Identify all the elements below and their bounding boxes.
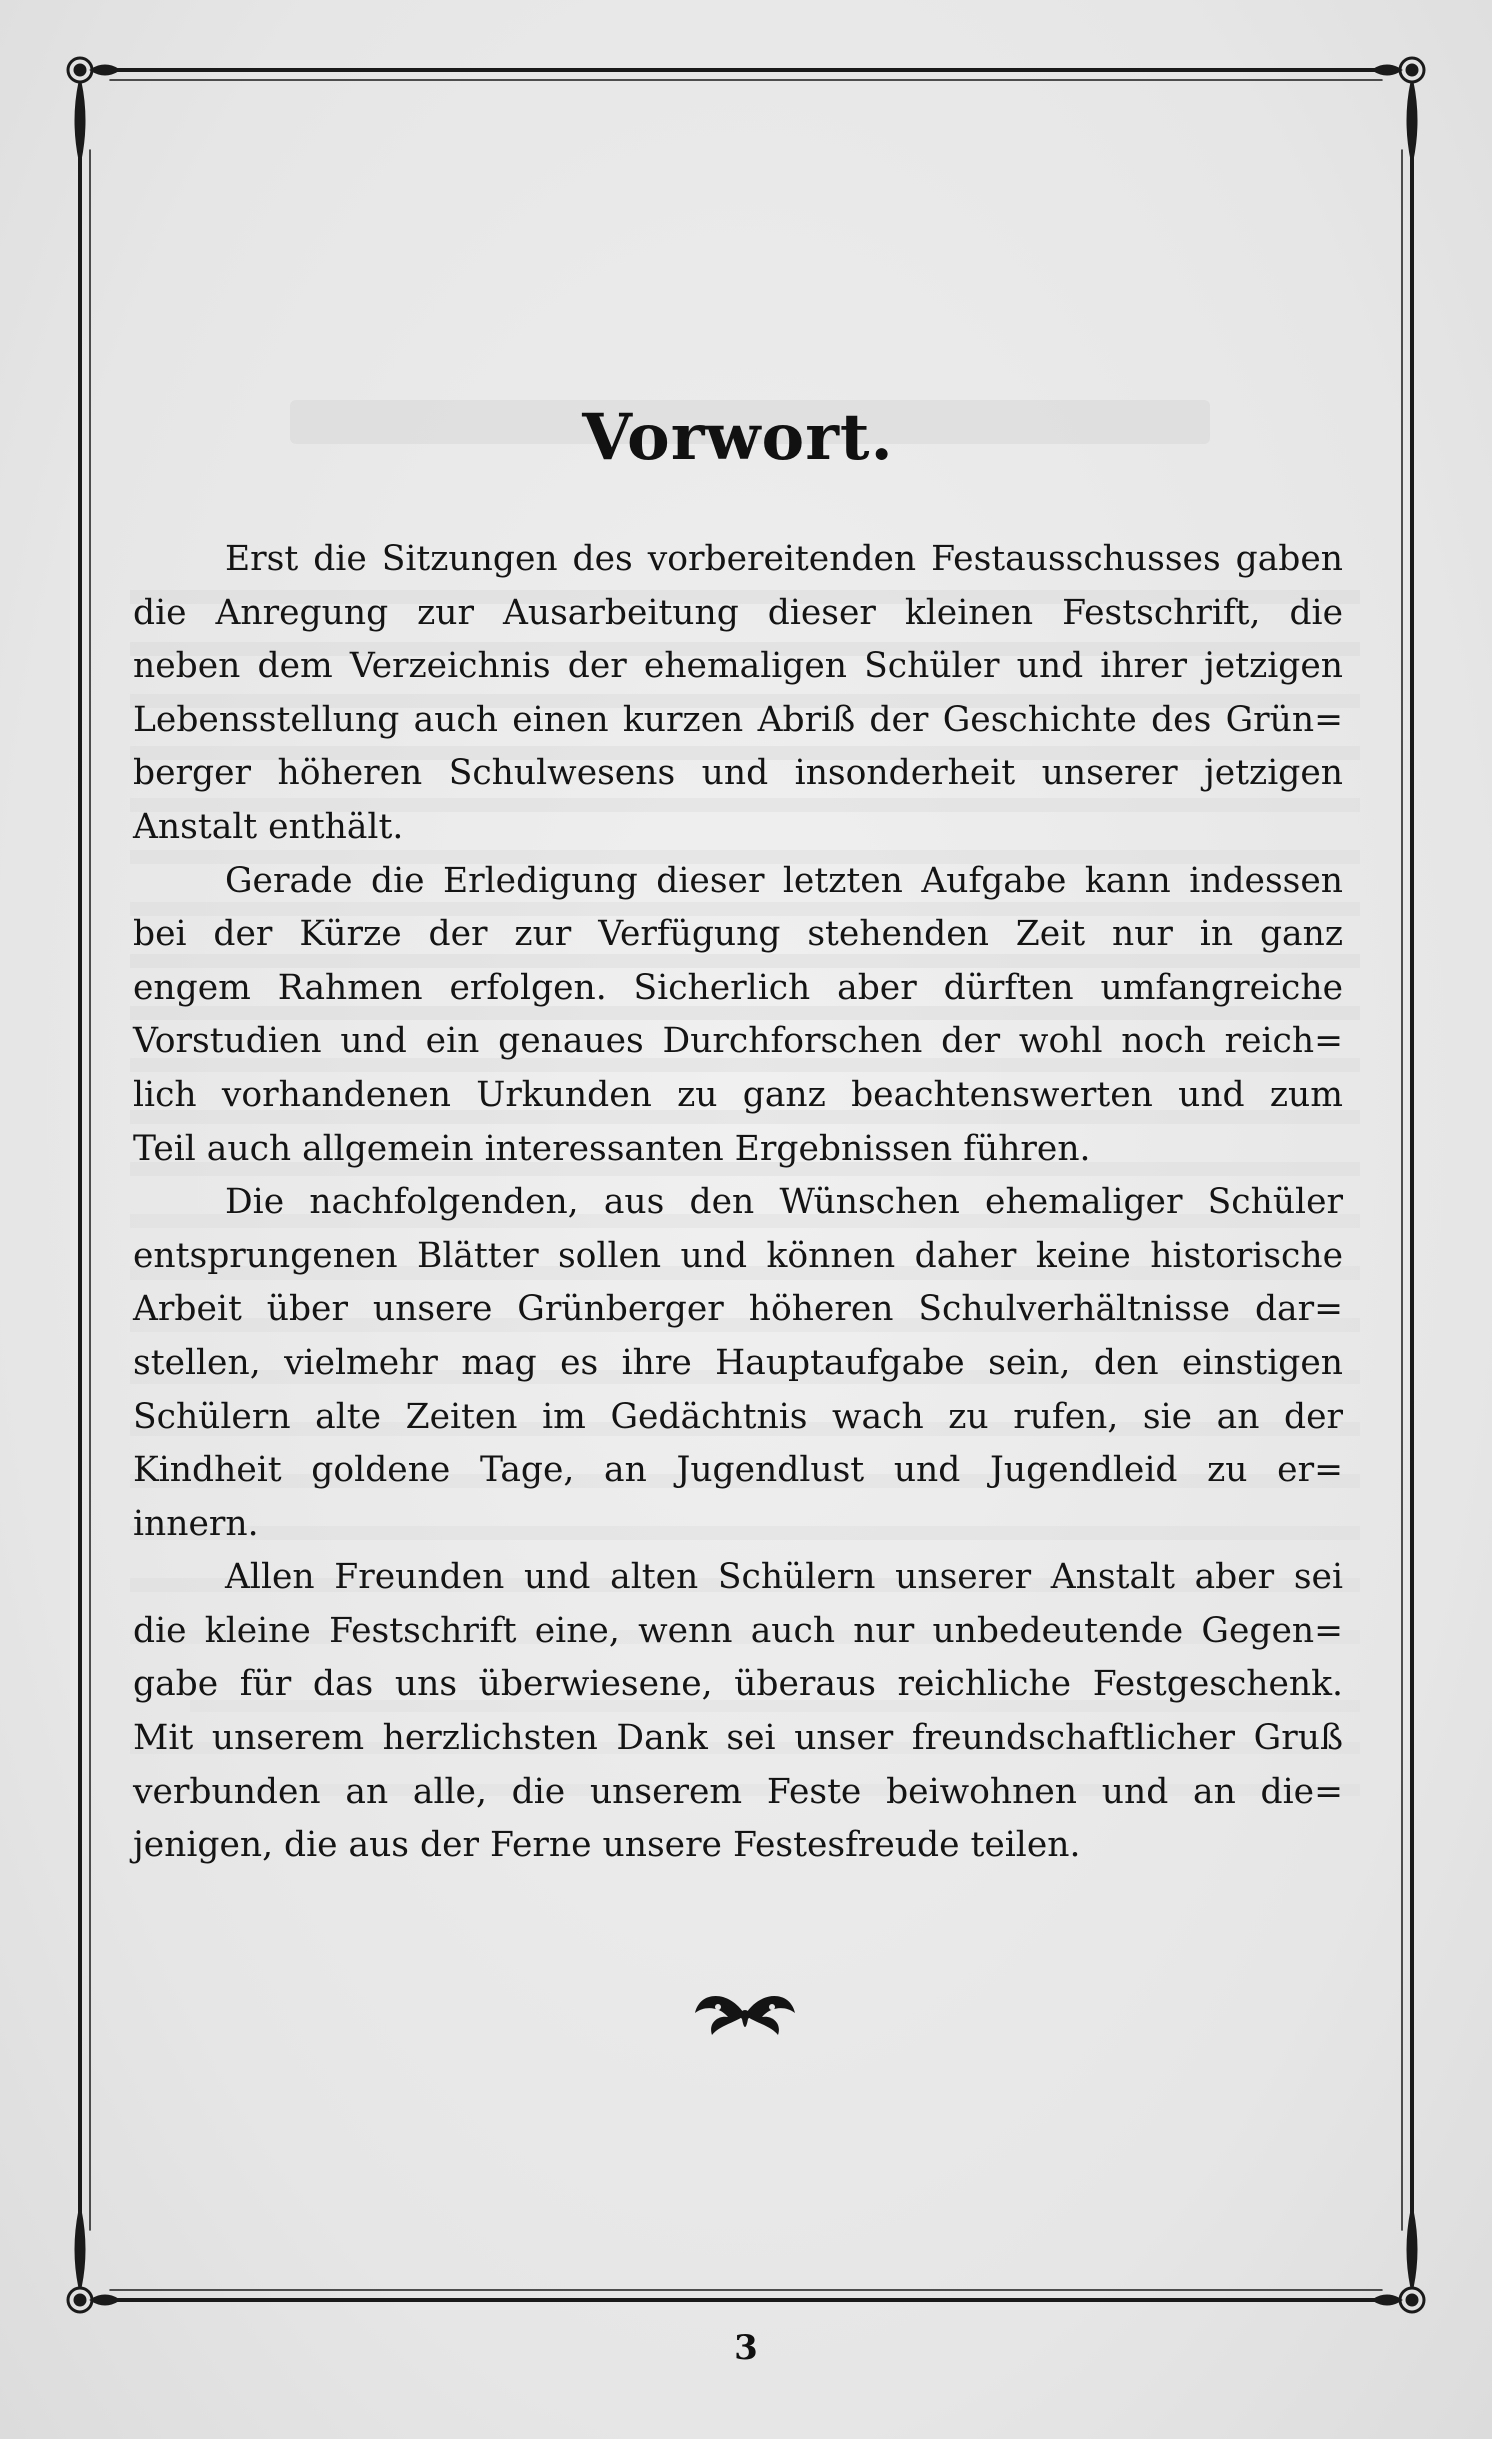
text-line: neben dem Verzeichnis der ehemaligen Schüler und ihrer jetzigen: [133, 646, 1343, 687]
text-line: Kindheit goldene Tage, an Jugendlust und Jugendleid zu er=: [133, 1450, 1343, 1491]
text-line: Mit unserem herzlichsten Dank sei unser freundschaftlicher Gruß: [133, 1718, 1343, 1759]
corner-flourish-icon: [1374, 2210, 1424, 2312]
text-line: stellen, vielmehr mag es ihre Hauptaufgabe sein, den einstigen: [133, 1342, 1343, 1383]
text-block: [133, 400, 1343, 1873]
page-number: 3: [734, 2328, 758, 2368]
text-line: Allen Freunden und alten Schülern unserer Anstalt aber sei: [225, 1557, 1343, 1598]
text-line: lich vorhandenen Urkunden zu ganz beachtenswerten und zum: [133, 1074, 1343, 1115]
text-line: Lebensstellung auch einen kurzen Abriß der Geschichte des Grün=: [133, 699, 1343, 740]
paragraph-3: [133, 1176, 1343, 1551]
text-line: Gerade die Erledigung dieser letzten Aufgabe kann indessen: [225, 860, 1343, 901]
paragraph-2: [133, 855, 1343, 1177]
text-line: die kleine Festschrift eine, wenn auch nur unbedeutende Gegen=: [133, 1610, 1343, 1651]
corner-flourish-icon: [68, 58, 118, 160]
text-line: Anstalt enthält.: [133, 806, 404, 847]
text-line: bei der Kürze der zur Verfügung stehenden Zeit nur in ganz: [133, 914, 1343, 955]
text-line: engem Rahmen erfolgen. Sicherlich aber dürften umfangreiche: [133, 967, 1343, 1008]
corner-flourish-icon: [68, 2210, 118, 2312]
text-line: innern.: [133, 1503, 259, 1544]
text-line: entsprungenen Blätter sollen und können daher keine historische: [133, 1235, 1343, 1276]
text-line: Die nachfolgenden, aus den Wünschen ehemaliger Schüler: [225, 1182, 1343, 1223]
text-line: jenigen, die aus der Ferne unsere Festesfreude teilen.: [133, 1825, 1081, 1866]
text-line: Erst die Sitzungen des vorbereitenden Festausschusses gaben: [225, 539, 1343, 579]
text-line: die Anregung zur Ausarbeitung dieser kleinen Festschrift, die: [133, 592, 1343, 633]
text-line: Teil auch allgemein interessanten Ergebnissen führen.: [133, 1128, 1091, 1169]
floral-leaf-ornament-icon: [690, 1985, 800, 2045]
text-line: Schülern alte Zeiten im Gedächtnis wach zu rufen, sie an der: [133, 1396, 1343, 1437]
paragraph-4: [133, 1551, 1343, 1873]
text-line: gabe für das uns überwiesene, überaus reichliche Festgeschenk.: [133, 1664, 1343, 1705]
page-title: Vorwort.: [582, 400, 894, 475]
text-line: berger höheren Schulwesens und insonderheit unserer jetzigen: [133, 753, 1343, 794]
paragraph-1: [133, 533, 1343, 855]
corner-flourish-icon: [1374, 58, 1424, 160]
text-line: verbunden an alle, die unserem Feste beiwohnen und an die=: [133, 1771, 1343, 1812]
text-line: Vorstudien und ein genaues Durchforschen der wohl noch reich=: [133, 1021, 1343, 1062]
text-line: Arbeit über unsere Grünberger höheren Schulverhältnisse dar=: [133, 1289, 1343, 1330]
